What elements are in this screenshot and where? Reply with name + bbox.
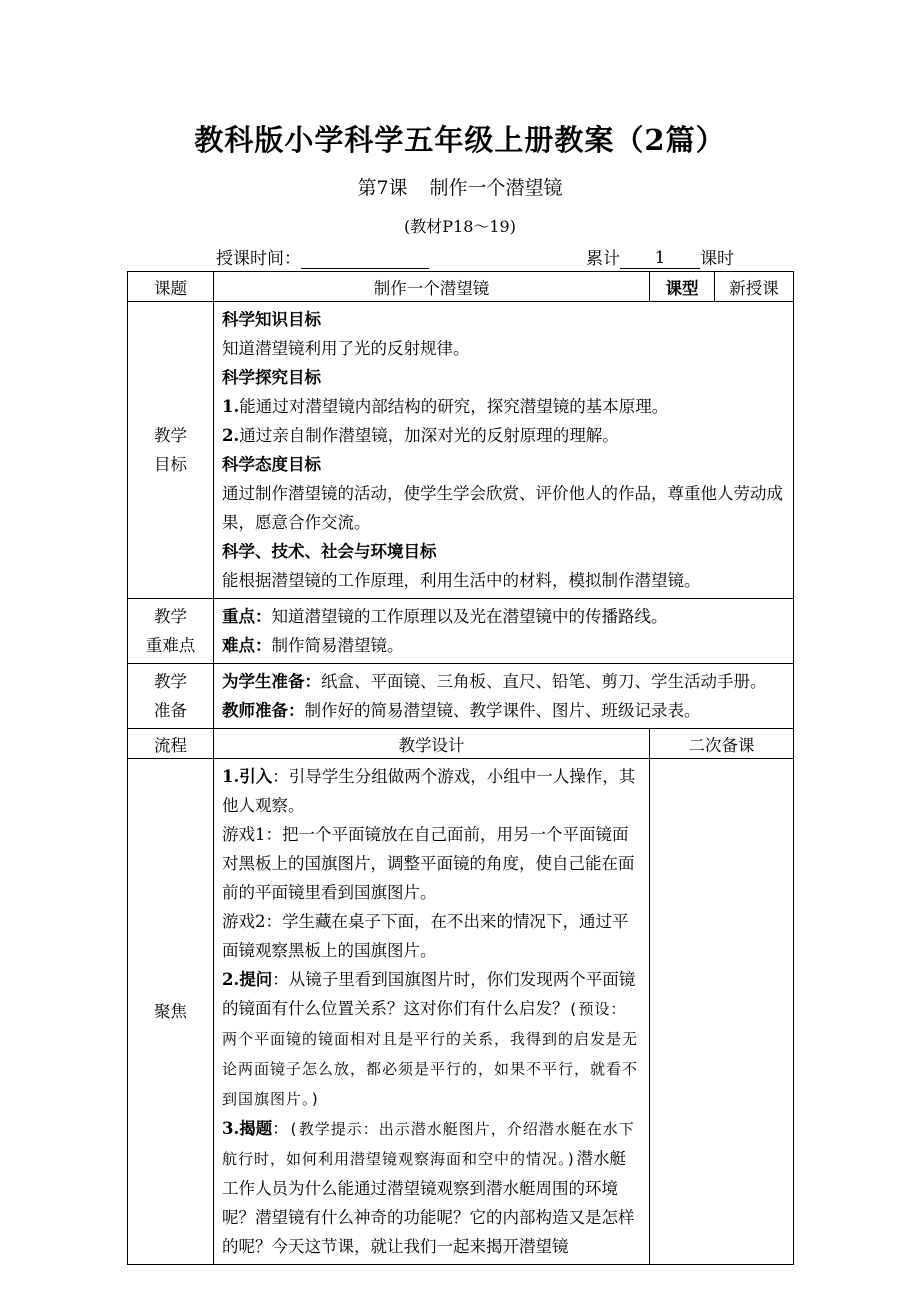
preparation-row (128, 664, 794, 729)
intro-step-text: ：引导学生分组做两个游戏，小组中一人操作，其他人观察。 (222, 767, 636, 815)
focus-point-head: 重点： (222, 607, 272, 626)
difficulty-point-head: 难点： (222, 636, 272, 655)
key-points-label (128, 599, 214, 664)
lesson-name: 制作一个潜望镜 (429, 177, 563, 199)
focus-section-label: 聚焦 (128, 759, 214, 1265)
teacher-preparation-text: 制作好的简易潜望镜、教学课件、图片、班级记录表。 (304, 701, 701, 720)
knowledge-heading: 科学知识目标 (222, 310, 321, 329)
goals-label (128, 302, 214, 599)
teacher-preparation-head: 教师准备： (222, 701, 305, 720)
reveal-step-head: 3.揭题 (222, 1119, 273, 1138)
lesson-meta (0, 244, 920, 270)
difficulty-point (222, 631, 785, 660)
lesson-number: 第7课 (357, 177, 408, 199)
focus-section-row (128, 759, 794, 1265)
focus-section-content (214, 759, 650, 1265)
game-1: 游戏1：把一个平面镜放在自己面前，用另一个平面镜面对黑板上的国旗图片，调整平面镜的角度，使自己能在面前的平面镜里看到国旗图片。 (222, 825, 635, 902)
textbook-pages: (教材P18～19) (404, 217, 516, 236)
focus-point (222, 602, 785, 631)
reveal-step-note: (教学提示：出示潜水艇图片，介绍潜水艇在水下航行时，如何利用潜望镜观察海面和空中的情况。) (222, 1120, 635, 1168)
goals-label-line2: 目标 (154, 455, 187, 474)
reveal-step (222, 1114, 641, 1261)
topic-row (128, 272, 794, 302)
second-prep-label: 二次备课 (650, 729, 794, 759)
reveal-step-text: 潜水艇工作人员为什么能通过潜望镜观察到潜水艇周围的环境呢？潜望镜有什么神奇的功能呢？它的内部构造又是怎样的呢？今天这节课，就让我们一起来揭开潜望镜 (222, 1149, 635, 1256)
reveal-step-colon: ： (272, 1119, 289, 1138)
period-count-value: 1 (620, 248, 700, 269)
key-points-label-line1: 教学 (154, 607, 187, 626)
preparation-content (214, 664, 794, 729)
type-value: 新授课 (715, 272, 794, 302)
inquiry-item-1 (222, 392, 785, 421)
student-preparation-text: 纸盒、平面镜、三角板、直尺、铅笔、剪刀、学生活动手册。 (321, 672, 767, 691)
game-2: 游戏2：学生藏在桌子下面，在不出来的情况下，通过平面镜观察黑板上的国旗图片。 (222, 912, 629, 960)
goals-content (214, 302, 794, 599)
inquiry-heading: 科学探究目标 (222, 368, 321, 387)
topic-value: 制作一个潜望镜 (214, 272, 650, 302)
lesson-plan-table (127, 271, 794, 1265)
sts-item: 能根据潜望镜的工作原理，利用生活中的材料，模拟制作潜望镜。 (222, 571, 701, 590)
period-count (586, 244, 734, 269)
intro-step (222, 762, 641, 820)
intro-step-head: 1.引入 (222, 767, 273, 786)
preparation-label-line1: 教学 (154, 672, 187, 691)
key-points-content (214, 599, 794, 664)
teaching-time (216, 244, 429, 269)
topic-label: 课题 (128, 272, 214, 302)
flow-label: 流程 (128, 729, 214, 759)
lesson-subtitle (0, 173, 920, 200)
period-count-label: 累计 (586, 249, 620, 269)
question-step (222, 965, 641, 1114)
attitude-item: 通过制作潜望镜的活动，使学生学会欣赏、评价他人的作品，尊重他人劳动成果，愿意合作交流。 (222, 484, 783, 532)
teaching-time-blank (301, 248, 429, 269)
question-step-head: 2.提问 (222, 970, 273, 989)
preparation-label-line2: 准备 (154, 701, 187, 720)
second-prep-cell (650, 759, 794, 1265)
document-title: 教科版小学科学五年级上册教案（2篇） (194, 123, 726, 157)
question-step-note: (预设：两个平面镜的镜面相对且是平行的关系，我得到的启发是无论两面镜子怎么放，都必须是平行的，如果不平行，就看不到国旗图片。) (222, 1000, 639, 1108)
question-step-text: ：从镜子里看到国旗图片时，你们发现两个平面镜的镜面有什么位置关系？这对你们有什么启发？ (222, 970, 636, 1018)
inquiry-item-1-num: 1. (222, 397, 240, 416)
period-count-unit: 课时 (700, 249, 734, 269)
flow-header-row (128, 729, 794, 759)
key-points-row (128, 599, 794, 664)
goals-row (128, 302, 794, 599)
inquiry-item-2-num: 2. (222, 426, 240, 445)
knowledge-item: 知道潜望镜利用了光的反射规律。 (222, 339, 470, 358)
goals-label-line1: 教学 (154, 426, 187, 445)
type-label: 课型 (650, 272, 715, 302)
design-label: 教学设计 (214, 729, 650, 759)
difficulty-point-text: 制作简易潜望镜。 (271, 636, 404, 655)
student-preparation (222, 667, 785, 696)
inquiry-item-2 (222, 421, 785, 450)
inquiry-item-1-text: 能通过对潜望镜内部结构的研究，探究潜望镜的基本原理。 (239, 397, 669, 416)
student-preparation-head: 为学生准备： (222, 672, 321, 691)
teacher-preparation (222, 696, 785, 725)
sts-heading: 科学、技术、社会与环境目标 (222, 542, 437, 561)
focus-point-text: 知道潜望镜的工作原理以及光在潜望镜中的传播路线。 (271, 607, 668, 626)
attitude-heading: 科学态度目标 (222, 455, 321, 474)
key-points-label-line2: 重难点 (145, 636, 196, 655)
inquiry-item-2-text: 通过亲自制作潜望镜，加深对光的反射原理的理解。 (239, 426, 619, 445)
preparation-label (128, 664, 214, 729)
teaching-time-label: 授课时间： (216, 249, 301, 269)
